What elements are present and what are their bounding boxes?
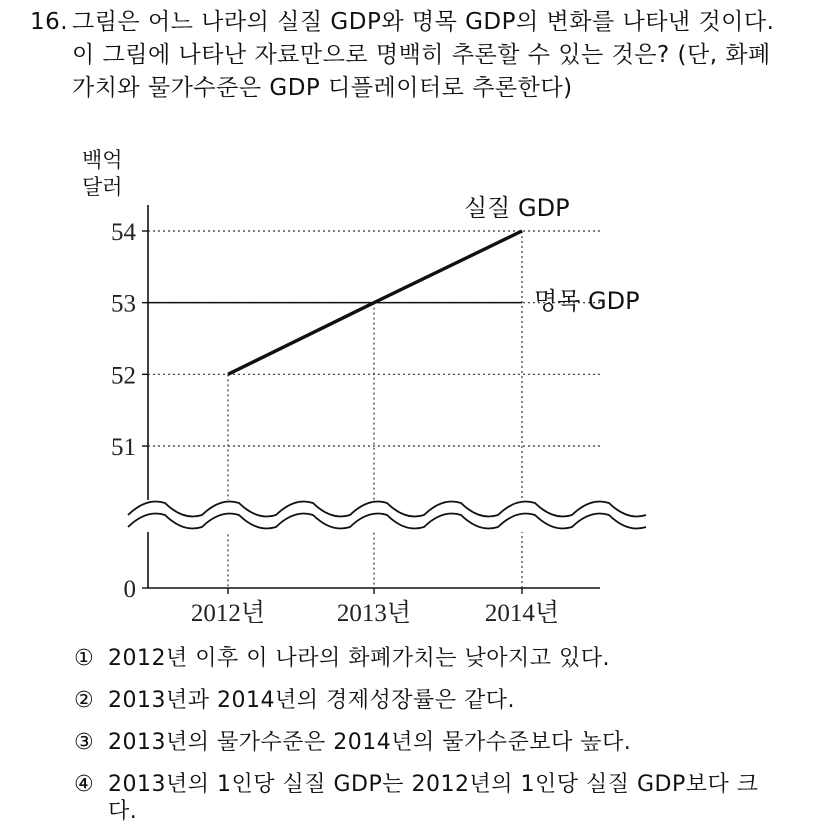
choice-1[interactable] <box>74 645 774 672</box>
choice-mark: ④ <box>74 772 95 797</box>
choice-2[interactable] <box>74 687 774 714</box>
y-tick-label: 53 <box>111 290 136 318</box>
y-axis-label: 백억 <box>82 148 123 172</box>
x-tick-label: 2013년 <box>336 600 412 627</box>
series-label-real: 실질 GDP <box>464 194 570 222</box>
x-tick-label: 2012년 <box>190 600 266 627</box>
series-label-nominal: 명목 GDP <box>534 287 640 315</box>
answer-choices <box>74 645 774 825</box>
y-tick-label: 52 <box>111 362 136 390</box>
choice-4[interactable] <box>74 771 774 825</box>
choice-text: 2012년 이후 이 나라의 화폐가치는 낮아지고 있다. <box>108 646 610 671</box>
choice-text: 2013년과 2014년의 경제성장률은 같다. <box>108 688 515 713</box>
choice-text: 2013년의 1인당 실질 GDP는 2012년의 1인당 실질 GDP보다 크다. <box>108 772 759 824</box>
y-tick-label: 0 <box>123 576 136 603</box>
choice-mark: ③ <box>74 730 95 755</box>
choice-mark: ② <box>74 688 95 713</box>
choice-3[interactable] <box>74 729 774 756</box>
y-axis-label: 달러 <box>82 175 123 199</box>
choice-text: 2013년의 물가수준은 2014년의 물가수준보다 높다. <box>108 730 632 755</box>
question-number: 16. <box>30 9 69 35</box>
y-tick-label: 51 <box>111 434 136 461</box>
question-text: 그림은 어느 나라의 실질 GDP와 명목 GDP의 변화를 나타낸 것이다. 이 그림에 나타난 자료만으로 명백히 추론할 수 있는 것은? (단, 화폐가치와 물가수준은 GDP 디플레이터로 추론한다) <box>72 9 775 101</box>
choice-mark: ① <box>74 646 95 671</box>
x-tick-label: 2014년 <box>484 600 560 627</box>
y-tick-label: 54 <box>111 219 136 246</box>
